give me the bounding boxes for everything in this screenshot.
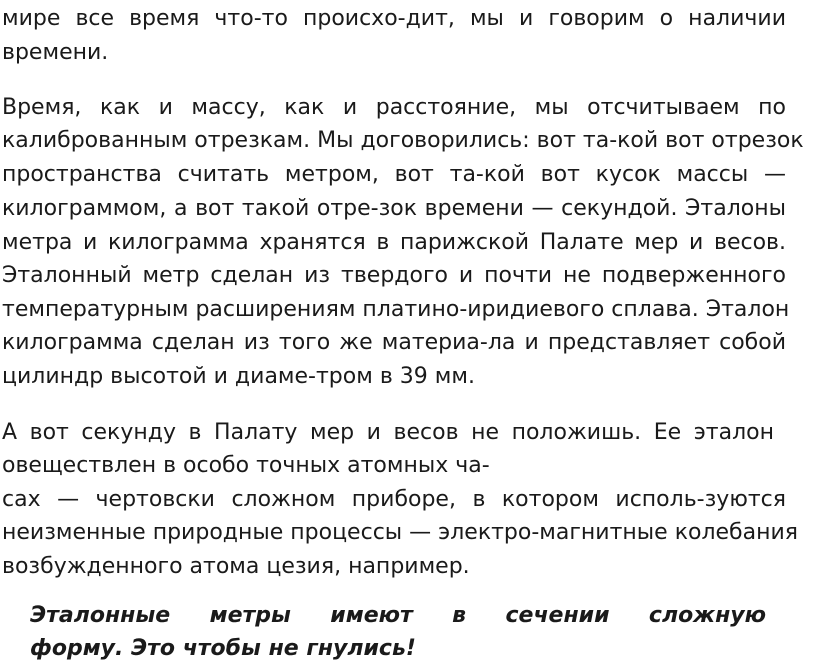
- paragraph-1-line-1: мире все время что-то происхо-дит, мы и говорим о наличии: [2, 6, 786, 31]
- paragraph-2-line-4: килограммом, а вот такой отре-зок времени — секундой. Эталоны: [2, 196, 786, 221]
- paragraph-3-line-3: сах — чертовски сложном приборе, в котором исполь-зуются: [2, 487, 786, 512]
- paragraph-2-line-3: пространства считать метром, вот та-кой вот кусок массы —: [2, 162, 786, 187]
- paragraph-2-line-6: Эталонный метр сделан из твердого и почти не подверженного: [2, 263, 786, 288]
- emphasis-line-2: форму. Это чтобы не гнулись!: [30, 636, 416, 661]
- paragraph-2-line-2: калиброванным отрезкам. Мы договорились: вот та-кой вот отрезок: [2, 128, 804, 153]
- paragraph-2-line-5: метра и килограмма хранятся в парижской Палате мер и весов.: [2, 230, 786, 255]
- paragraph-3-line-2: овеществлен в особо точных атомных ча-: [2, 453, 490, 478]
- paragraph-2-line-1: Время, как и массу, как и расстояние, мы отсчитываем по: [2, 95, 786, 120]
- paragraph-3-line-5: возбужденного атома цезия, например.: [2, 554, 470, 579]
- paragraph-3-line-1: А вот секунду в Палату мер и весов не положишь. Ее эталон: [2, 420, 774, 445]
- emphasis-line-1: Эталонные метры имеют в сечении сложную: [30, 603, 766, 628]
- paragraph-1-line-2: времени.: [2, 40, 109, 65]
- paragraph-2-line-9: цилиндр высотой и диаме-тром в 39 мм.: [2, 364, 475, 389]
- paragraph-3-line-4: неизменные природные процессы — электро-магнитные колебания: [2, 520, 799, 545]
- paragraph-2-line-8: килограмма сделан из того же материа-ла и представляет собой: [2, 330, 786, 355]
- paragraph-2-line-7: температурным расширениям платино-иридиевого сплава. Эталон: [2, 297, 790, 322]
